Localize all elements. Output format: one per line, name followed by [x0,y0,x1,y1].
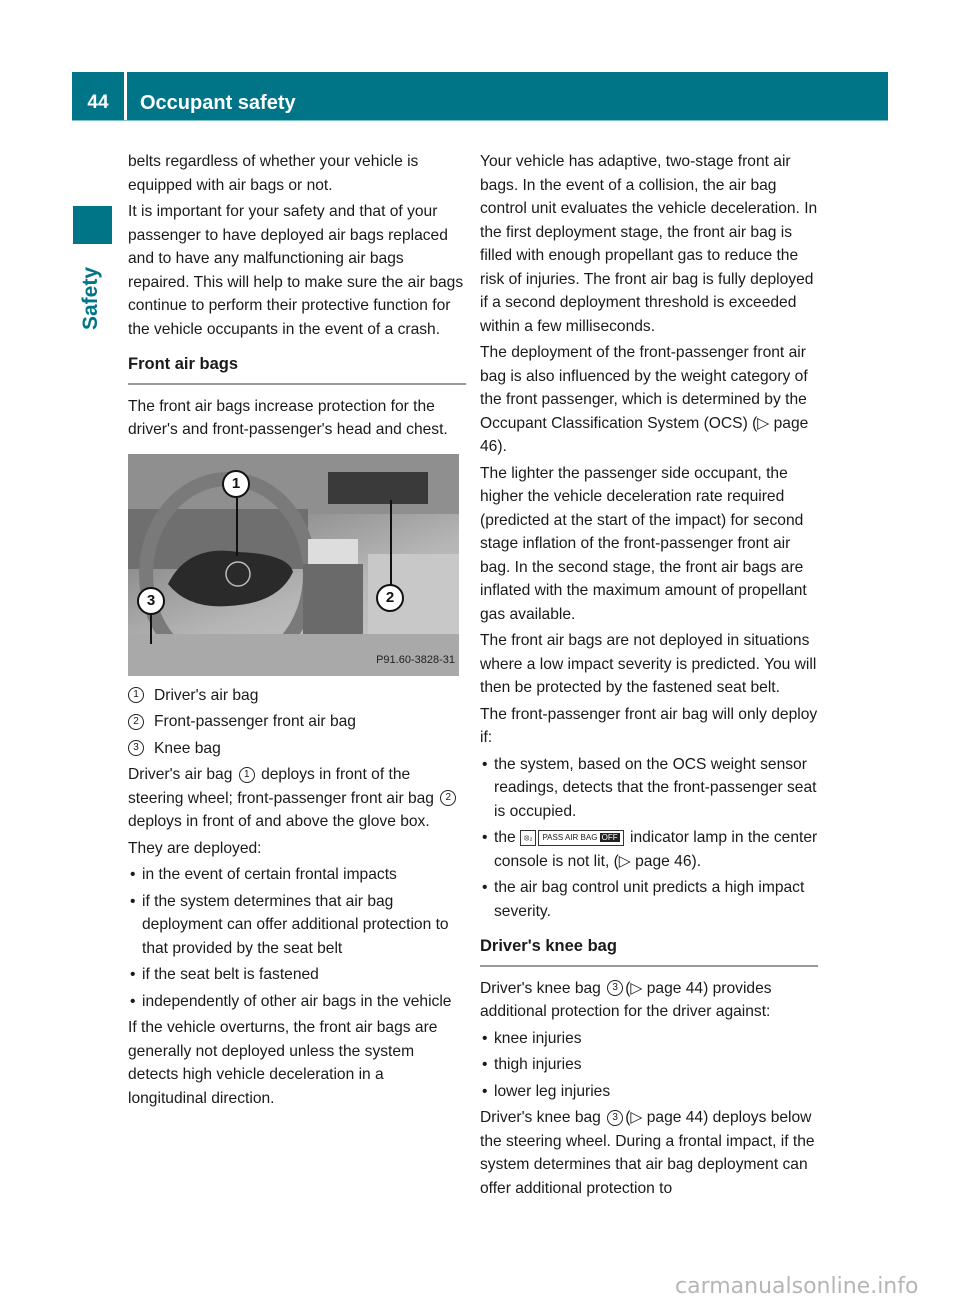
section-intro: The front air bags increase protection for the driver's and front-passenger's head and chest. [128,397,448,438]
page-title: Occupant safety [140,92,296,114]
callout-2: 2 [376,584,404,612]
bullet-item: • independently of other air bags in the vehicle [128,990,466,1014]
intro-paragraph: belts regardless of whether your vehicle is equipped with air bags or not. [128,153,419,194]
bullet-item [480,826,818,873]
right-column [480,150,818,1203]
airbag-figure [128,454,459,676]
callout-3: 3 [137,587,165,615]
side-tab-marker [73,206,112,244]
callout-line-1 [236,498,238,556]
bullet-item: • if the seat belt is fastened [128,963,466,987]
bullet-item: • lower leg injuries [480,1080,818,1104]
paragraph: Your vehicle has adaptive, two-stage front air bags. In the event of a collision, the air bag control unit evaluates the vehicle deceleration. In the first deployment stage, the front air bag is filled with enough propellant gas to reduce the risk of injuries. The front air bag is fully deployed if a second deployment threshold is exceeded within a few milliseconds. [480,153,818,335]
legend-item [128,684,466,708]
text-run: deploys in front of the steering wheel; front-passenger front air bag [128,766,434,807]
knee-bullets [480,1027,818,1104]
section-heading-front-air-bags: Front air bags [128,353,466,385]
section-heading-knee-bag: Driver's knee bag [480,935,818,967]
deployed-intro: They are deployed: [128,839,262,857]
number-circle: 2 [128,714,144,730]
side-tab [73,250,113,330]
number-circle: 1 [239,767,255,783]
paragraph: The lighter the passenger side occupant, the higher the vehicle deceleration rate required (predicted at the start of the impact) for second stage inflation of the front-passenger front air bag. In the second stage, the front air bags are inflated with the maximum amount of propellant gas available. [480,464,807,623]
bullet-item: • the system, based on the OCS weight sensor readings, detects that the front-passenger seat is occupied. [480,753,818,824]
text-run: (▷ page 44) deploys below the steering wheel. During a frontal impact, if the system determines that air bag deployment can offer additional protection to [480,1109,815,1197]
text-run: indicator lamp in the center console is not lit, (▷ page 46). [494,829,818,870]
dashboard-illustration [128,454,459,676]
text-run: deploys in front of and above the glove box. [128,813,430,830]
callout-1: 1 [222,470,250,498]
side-tab-label: Safety [79,266,102,330]
number-circle: 3 [128,740,144,756]
knee-intro [480,977,818,1024]
legend-item [128,710,466,734]
pass-air-bag-off-indicator-icon [538,830,623,846]
bullet-item: • if the system determines that air bag deployment can offer additional protection to that provided by the seat belt [128,890,466,961]
knee-deploy-paragraph [480,1106,818,1200]
indicator-off-badge: OFF [601,832,618,842]
passenger-airbag-symbol-icon: ⦻₂ [520,830,536,846]
page-number: 44 [87,92,109,113]
intro-paragraph: It is important for your safety and that of your passenger to have deployed air bags replaced and to have any malfunctioning air bags repaired. This will help to make sure the air bags continue to perform their protective function for the vehicle occupants in the event of a crash. [128,203,464,338]
bullet-item: • knee injuries [480,1027,818,1051]
bullet-item: • thigh injuries [480,1053,818,1077]
legend-label: Driver's air bag [154,686,259,704]
figure-code: P91.60-3828-31 [376,654,455,666]
text-run: Driver's knee bag [480,979,601,997]
watermark: carmanualsonline.info [675,1274,919,1299]
header-divider [124,72,127,120]
legend-label: Front-passenger front air bag [154,713,356,730]
deployed-bullets [128,863,466,1013]
indicator-text: PASS AIR BAG [542,832,598,842]
number-circle: 3 [607,980,623,996]
bullet-item: • in the event of certain frontal impacts [128,863,466,887]
paragraph: The front-passenger front air bag will only deploy if: [480,705,818,746]
deploy-if-bullets [480,753,818,924]
legend-item [128,737,466,761]
callout-line-2 [390,500,392,586]
deploy-paragraph [128,763,466,834]
left-column [128,150,466,1113]
bullet-item: • the air bag control unit predicts a high impact severity. [480,876,818,923]
paragraph: The deployment of the front-passenger front air bag is also influenced by the weight category of the front passenger, which is determined by the Occupant Classification System (OCS) (▷ page 46). [480,344,809,455]
page-header [72,72,888,121]
overturn-paragraph: If the vehicle overturns, the front air bags are generally not deployed unless the system detects high vehicle deceleration in a longitudinal direction. [128,1019,438,1107]
paragraph: The front air bags are not deployed in situations where a low impact severity is predicted. You will then be protected by the fastened seat belt. [480,632,817,696]
callout-line-3 [150,614,152,644]
number-circle: 2 [440,790,456,806]
text-run: Driver's knee bag [480,1109,601,1126]
text-run: Driver's air bag [128,766,233,783]
text-run: the [494,829,516,846]
text-run: (▷ page 44) provides additional protection for the driver against: [480,979,772,1020]
legend-label: Knee bag [154,739,221,757]
number-circle: 1 [128,687,144,703]
number-circle: 3 [607,1110,623,1126]
